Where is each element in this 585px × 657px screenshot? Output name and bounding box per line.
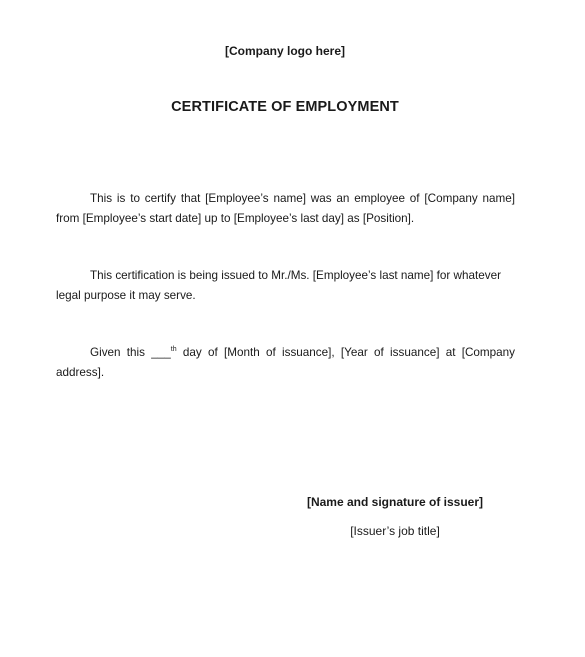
purpose-paragraph: This certification is being issued to Mr./Ms. [Employee’s last name] for whatever legal purpose it may serve. bbox=[56, 269, 501, 302]
company-logo-placeholder: [Company logo here] bbox=[224, 44, 345, 58]
issuance-date-prefix: Given this ___ bbox=[90, 346, 171, 359]
issuance-details: day of [Month of issuance], [Year of issuance] at [Company address]. bbox=[56, 346, 515, 379]
issuer-job-title: [Issuer’s job title] bbox=[350, 524, 440, 538]
page-title: CERTIFICATE OF EMPLOYMENT bbox=[171, 99, 399, 115]
ordinal-suffix: th bbox=[170, 346, 177, 353]
issuer-signature-line: [Name and signature of issuer] bbox=[306, 495, 484, 509]
employment-statement-paragraph: This is to certify that [Employee’s name] was an employee of [Company name] from [Employee’s start date] up to [Employee’s last day] as [Position]. bbox=[56, 192, 515, 225]
issuance-paragraph bbox=[56, 343, 515, 383]
